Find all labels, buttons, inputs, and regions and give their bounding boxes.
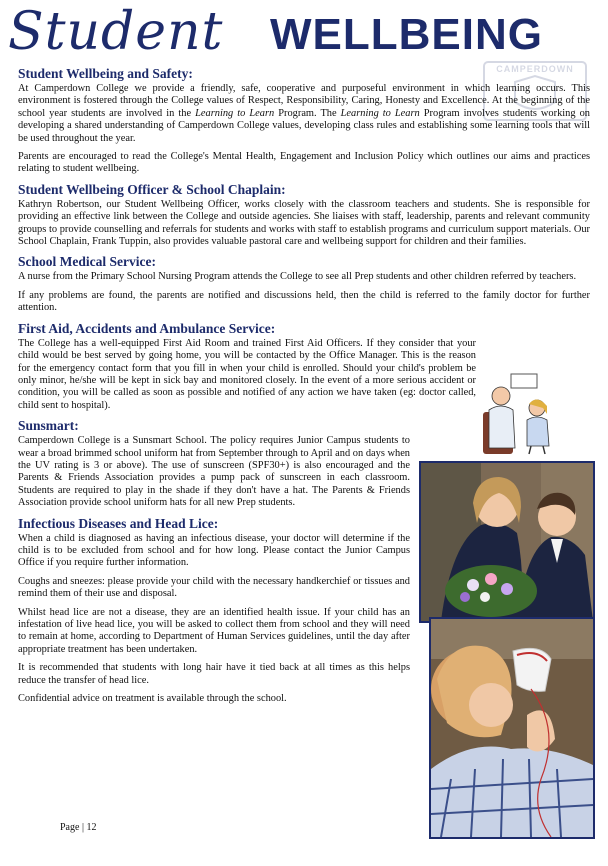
medical-paragraph-2: If any problems are found, the parents are notified and discussions held, then the child is referred to the family doctor for further attention. [18,289,590,314]
child-photo [429,617,595,839]
heading-sunsmart: Sunsmart: [18,418,79,434]
crest-text: CAMPERDOWN [496,64,574,74]
infectious-paragraph-3: Whilst head lice are not a disease, they are an identified health issue. If your child has an infestation of live head lice, you will be asked to collect them from school and they will need to remain at home, according to Department of Human Services guidelines, until the day after appropriate treatment has been undertaken. [18,606,410,655]
safety-paragraph-2: Parents are encouraged to read the College's Mental Health, Engagement and Inclusion Policy which outlines our aims and practices relating to student wellbeing. [18,151,590,175]
infectious-paragraph-1: When a child is diagnosed as having an infectious disease, your doctor will determine if the child is to be excluded from school and for how long. Please contact the Junior Campus Office if you require further information. [18,532,410,569]
infectious-paragraph-5: Confidential advice on treatment is available through the school. [18,693,287,705]
nurse-illustration [481,372,559,456]
infectious-paragraph-2: Coughs and sneezes: please provide your child with the necessary handkerchief or tissues and remind them of their use and disposal. [18,575,410,600]
students-photo [419,461,595,623]
title-script: Student [8,2,224,62]
officer-paragraph: Kathryn Robertson, our Student Wellbeing Officer, works closely with the classroom teachers and students. She is responsible for providing an effective link between the College and outside agencies. She liaises with staff, leadership, parents and relevant community groups to provide counselling and referrals for students and works with staff to establish programs and curriculum support materials. Our School Chaplain, Frank Tuppin, also provides valuable pastoral care and wellbeing support for children and their families. [18,198,590,248]
safety-paragraph-1: At Camperdown College we provide a friendly, safe, cooperative and purposeful environment in which learning occurs. This environment is fostered through the College values of Respect, Responsibility, Caring, Honesty and Excellence. At the beginning of the school year students are involved in the Learning to Learn Program. The Learning to Learn Program involves students working on developing a shared understanding of Camperdown College values, developing class rules and establishing some learning tools that will be used throughout the year. [18,83,590,144]
heading-officer: Student Wellbeing Officer & School Chaplain: [18,181,286,197]
page-number: Page | 12 [60,822,97,833]
heading-firstaid: First Aid, Accidents and Ambulance Service: [18,320,276,336]
heading-medical: School Medical Service: [18,254,156,270]
heading-safety: Student Wellbeing and Safety: [18,66,193,81]
sunsmart-paragraph: Camperdown College is a Sunsmart School. The policy requires Junior Campus students to wear a broad brimmed school uniform hat from September through to April and on days when the UV rating is 3 or above). The use of sunscreen (SPF30+) is also encouraged and the Parents & Friends Association provides a pump pack of sunscreen in each classroom. Students are required to play in the shade if they don't have a hat. The Parents & Friends Association provide school uniform hats for all new Prep students. [18,435,410,509]
medical-paragraph-1: A nurse from the Primary School Nursing Program attends the College to see all Prep students and other children referred by teachers. [18,271,577,283]
heading-infectious: Infectious Diseases and Head Lice: [18,515,219,531]
firstaid-paragraph: The College has a well-equipped First Aid Room and trained First Aid Officers. If they consider that your child would be best served by going home, you will be contacted by the Office Manager. This is the reason for the emergency contact form that you fill in when your child is enrolled. Should your child's problem be only minor, he/she will be kept in sick bay and monitored closely. In the event of a more serious accident or condition, you will be called as soon as possible and notified of any action we have taken (eg: doctor called, child sent to hospital). [18,337,476,411]
title-bold: WELLBEING [270,10,543,59]
infectious-paragraph-4: It is recommended that students with long hair have it tied back at all times as this helps reduce the transfer of head lice. [18,662,410,686]
